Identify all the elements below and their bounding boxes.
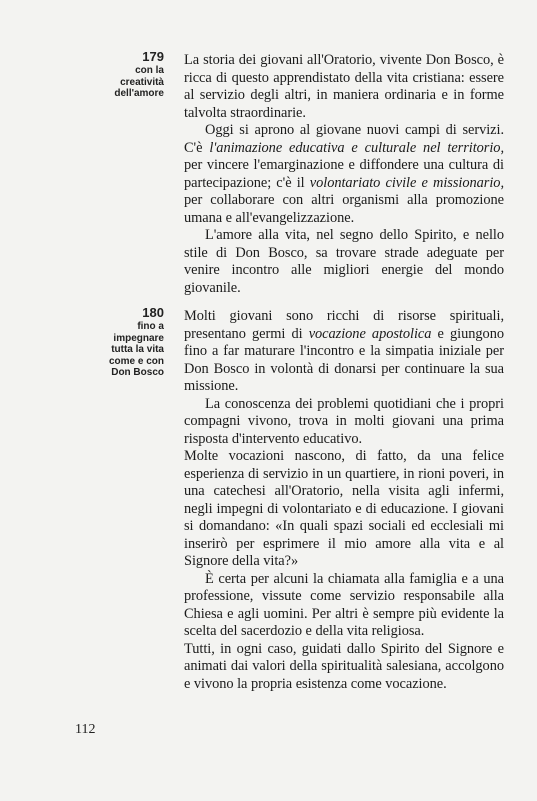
section-number: 180 [142, 305, 164, 320]
section-number: 179 [142, 49, 164, 64]
text-run: Molti giovani sono ricchi di risorse spirituali, presentano germi di [184, 308, 504, 342]
text-run: per collaborare con altri organismi alla promozione umana e all'evangelizzazione. [184, 192, 504, 226]
caption-line: tutta la vita [111, 344, 164, 355]
caption-line: creatività [120, 76, 164, 88]
text-run: È certa per alcuni la chiamata alla famiglia e a una professione, vissute come servizio responsabile alla Chiesa e agli uomini. Per altri è sempre più evidente la scelta del sacerdozio e della vita religiosa. [184, 570, 504, 639]
margin-note-180 [88, 306, 164, 379]
text-run: Oggi si aprono al giovane nuovi campi di servizi. C'è [184, 122, 504, 156]
caption-line: impegnare [113, 332, 164, 344]
italic-phrase: volontariato civile e missionario, [309, 174, 504, 191]
caption-line: come e con [108, 355, 164, 367]
caption-line: Don Bosco [111, 367, 164, 378]
paragraph [184, 571, 504, 641]
section-179-text [184, 52, 504, 297]
paragraph [184, 308, 504, 396]
text-run: e giungono fino a far maturare l'incontro e la simpatia iniziale per Don Bosco in volontà di donarsi per continuare la sua missione. [184, 325, 504, 394]
paragraph [184, 448, 504, 571]
margin-note-179 [88, 50, 164, 100]
paragraph [184, 641, 504, 694]
italic-phrase: vocazione apostolica [308, 325, 432, 342]
caption-line: dell'amore [114, 88, 164, 99]
paragraph [184, 122, 504, 227]
text-run: per vincere l'emarginazione e diffondere una cultura di partecipazione; c'è il [184, 157, 504, 191]
text-run: Tutti, in ogni caso, guidati dallo Spirito del Signore e animati dai valori della spiritualità salesiana, accolgono e vivono la propria esistenza come vocazione. [184, 640, 504, 692]
caption-line: con la [135, 65, 164, 76]
text-run: Molte vocazioni nascono, di fatto, da una felice esperienza di servizio in un quartiere, in rioni poveri, in una catechesi all'Oratorio, nella visita agli infermi, negli impegni di volontariato e di educazione. I giovani si domandano: «In quali spazi sociali ed ecclesiali mi inserirò per esprimere il mio amore alla vita e al Signore della vita?» [184, 448, 504, 569]
text-run: L'amore alla vita, nel segno dello Spirito, e nello stile di Don Bosco, sa trovare strade adeguate per venire incontro alle migliori energie del mondo giovanile. [184, 227, 504, 296]
section-180-text [184, 308, 504, 693]
caption-line: fino a [137, 321, 164, 332]
paragraph [184, 396, 504, 449]
paragraph [184, 227, 504, 297]
paragraph [184, 52, 504, 122]
text-run: La storia dei giovani all'Oratorio, vivente Don Bosco, è ricca di questo apprendistato della vita cristiana: essere al servizio degli altri, in maniera ordinaria e in forme talvolta straordinarie. [184, 52, 504, 121]
page-number: 112 [75, 722, 96, 737]
italic-phrase: l'animazione educativa e culturale nel territorio, [209, 139, 504, 156]
text-run: La conoscenza dei problemi quotidiani che i propri compagni vivono, trova in molti giovani una prima risposta d'intervento educativo. [184, 395, 504, 447]
